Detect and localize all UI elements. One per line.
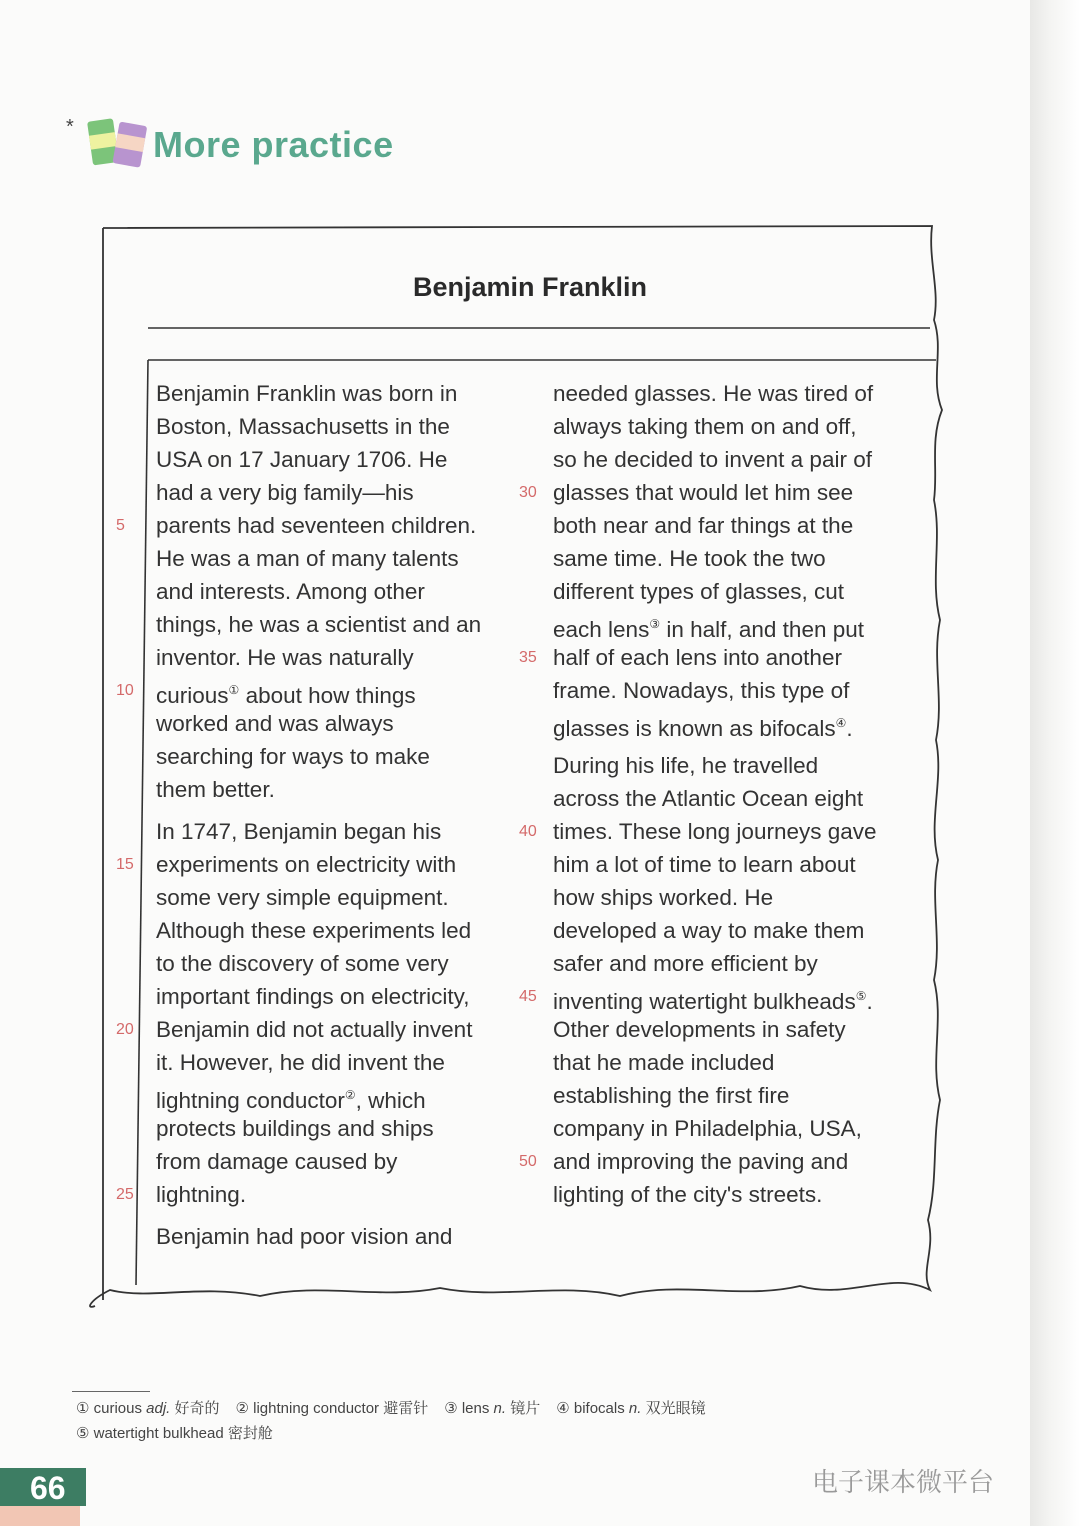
text-line: things, he was a scientist and an (156, 612, 482, 637)
line-number: 15 (116, 856, 134, 873)
text-line: different types of glasses, cut (553, 579, 844, 604)
line-number: 5 (116, 517, 125, 534)
text-line: him a lot of time to learn about (553, 852, 856, 877)
text-line: parents had seventeen children. 5 (156, 509, 481, 542)
right-column (519, 377, 877, 1211)
line-number: 40 (519, 823, 537, 840)
text-line: worked and was always (156, 711, 394, 736)
watermark: 电子课本微平台 (812, 1467, 995, 1497)
text-line: In 1747, Benjamin began his (156, 819, 442, 844)
text-line: searching for ways to make (156, 744, 430, 769)
text-line: lightning. 25 (156, 1178, 481, 1211)
line-number: 30 (519, 484, 537, 501)
line-number: 20 (116, 1021, 134, 1038)
optional-star: * (66, 116, 74, 138)
text-line: experiments on electricity with 15 (156, 848, 481, 881)
text-line: Benjamin had poor vision and (156, 1224, 453, 1249)
paragraph-gap (156, 806, 481, 815)
footnote: ⑤ watertight bulkhead 密封舱 (76, 1425, 273, 1442)
text-line: across the Atlantic Ocean eight (553, 786, 864, 811)
footnote-rule (72, 1391, 150, 1392)
text-line: During his life, he travelled (553, 753, 819, 778)
text-line: had a very big family—his (156, 480, 414, 505)
text-line: some very simple equipment. (156, 885, 449, 910)
text-line: developed a way to make them (553, 918, 865, 943)
line-number: 35 (519, 649, 537, 666)
line-number: 45 (519, 988, 537, 1005)
text-line: and improving the paving and 50 (553, 1145, 877, 1178)
text-line: safer and more efficient by (553, 951, 818, 976)
text-line: company in Philadelphia, USA, (553, 1116, 862, 1141)
text-line: USA on 17 January 1706. He (156, 447, 448, 472)
text-line: and interests. Among other (156, 579, 425, 604)
text-line: Benjamin Franklin was born in (156, 381, 458, 406)
text-line: protects buildings and ships (156, 1116, 434, 1141)
text-line: lighting of the city's streets. (553, 1182, 823, 1207)
footnote-marker: ④ (835, 716, 847, 730)
footnote-marker: ⑤ (855, 989, 867, 1003)
line-number: 50 (519, 1153, 537, 1170)
text-line: same time. He took the two (553, 546, 826, 571)
text-line: frame. Nowadays, this type of (553, 678, 850, 703)
page-number: 66 (30, 1470, 66, 1506)
text-line: how ships worked. He (553, 885, 774, 910)
left-column (116, 377, 482, 1253)
text-line: Although these experiments led (156, 918, 472, 943)
paragraph-gap (156, 1211, 481, 1220)
text-line: establishing the first fire (553, 1083, 790, 1108)
text-line: needed glasses. He was tired of (553, 381, 874, 406)
article-title: Benjamin Franklin (412, 272, 648, 302)
text-line: that he made included (553, 1050, 775, 1075)
footnote-marker: ① (228, 683, 240, 697)
footnote: ② lightning conductor 避雷针 (235, 1400, 429, 1417)
footnote: ① curious adj. 好奇的 (76, 1400, 220, 1417)
text-line: Benjamin did not actually invent 20 (156, 1013, 481, 1046)
line-number: 25 (116, 1186, 134, 1203)
line-number: 10 (116, 682, 134, 699)
text-line: inventing watertight bulkheads⑤. 45 (553, 980, 877, 1013)
text-line: curious① about how things 10 (156, 674, 481, 707)
text-line: so he decided to invent a pair of (553, 447, 872, 472)
footnote-marker: ③ (649, 617, 661, 631)
text-line: important findings on electricity, (156, 984, 470, 1009)
text-line: each lens③ in half, and then put (553, 617, 864, 642)
text-line: Boston, Massachusetts in the (156, 414, 450, 439)
footnote: ③ lens n. 镜片 (444, 1400, 541, 1417)
paragraph-gap (553, 740, 877, 749)
text-line: inventor. He was naturally (156, 645, 414, 670)
footnote: ④ bifocals n. 双光眼镜 (556, 1400, 706, 1417)
text-line: always taking them on and off, (553, 414, 857, 439)
text-line: it. However, he did invent the (156, 1050, 445, 1075)
text-line: from damage caused by (156, 1149, 398, 1174)
text-line: glasses is known as bifocals④. (553, 716, 853, 741)
text-line: glasses that would let him see 30 (553, 476, 877, 509)
text-line: He was a man of many talents (156, 546, 459, 571)
footnotes-line-2 (76, 1422, 289, 1443)
footnotes-line-1 (76, 1397, 722, 1418)
text-line: half of each lens into another 35 (553, 641, 877, 674)
section-title: More practice (153, 124, 394, 165)
text-line: both near and far things at the (553, 513, 854, 538)
text-line: them better. (156, 777, 275, 802)
footnote-marker: ② (344, 1088, 356, 1102)
text-line: to the discovery of some very (156, 951, 449, 976)
text-line: lightning conductor②, which (156, 1088, 426, 1113)
text-line: times. These long journeys gave 40 (553, 815, 877, 848)
text-line: Other developments in safety (553, 1017, 846, 1042)
